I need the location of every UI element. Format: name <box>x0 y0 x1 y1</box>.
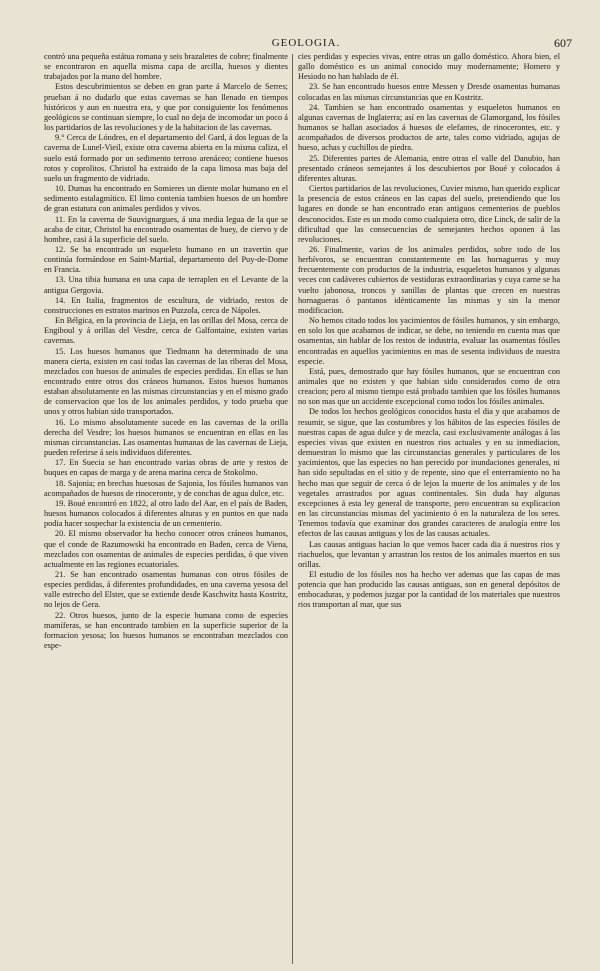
paragraph: 22. Otros huesos, junto de la especie humana como de especies mamíferas, se han encontrado tambien en la superficie superior de la formacion yesosa; los huesos humanos se encontraban mezclados con espe- <box>44 610 288 651</box>
paragraph: 20. El mismo observador ha hecho conocer otros cráneos humanos, que el conde de Razumowski ha encontrado en Baden, cerca de Viena, mezclados con osamentas de animales de especies perdidas, ó que viven actualmente en las regiones ecuatoriales. <box>44 529 288 569</box>
page-header <box>40 36 572 52</box>
paragraph: De todos los hechos geológicos conocidos hasta el dia y que acabamos de resumir, se sigue, que las costumbres y los hábitos de las especies fósiles de nuestras capas de agua dulce y de mezcla, casi exclusivamente análogas á las especies vivas que existen en nuestros rios actuales y en su inmediacion, demuestran lo mismo que las circunstancias generales y particulares de los yacimientos, que las especies no han perecido por inundaciones generales, ni han sido sepultadas en el sitio y de repente, sino que el enterramiento no ha hecho mas que seguir de cerca ó de lejos la muerte de los animales y de los vegetales arrastrados por aguas continentales. Sin duda hay algunas excepciones á esta ley general de transporte, pero encuentran su explicacion en las circunstancias mismas del yacimiento ó en la naturaleza de los seres. Tenemos todavía que examinar dos grandes caracteres de analogía entre los efectos de las causas antiguas y los de las causas actuales. <box>298 407 560 539</box>
right-column <box>298 52 560 611</box>
paragraph: El estudio de los fósiles nos ha hecho ver ademas que las capas de mas potencia que han producido las causas antiguas, son en general depósitos de embocaduras, y podemos juzgar por la cantidad de los materiales que nuestros rios transportan al mar, que sus <box>298 569 560 610</box>
paragraph: Está, pues, demostrado que hay fósiles humanos, que se encuentran con animales que no existen y que habian sido considerados como de otra creacion; pero al mismo tiempo está probado tambien que los fósiles humanos no son mas que un accidente excepcional como todos los fósiles animales. <box>298 366 560 407</box>
paragraph: 16. Lo mismo absolutamente sucede en las cavernas de la orilla derecha del Vesdre; los huesos humanos se encuentran en ellas en las mismas circunstancias. Las osamentas humanas de las cavernas de Lieja, pueden referirse á seis individuos diferentes. <box>44 417 288 458</box>
paragraph: En Bélgica, en la provincia de Lieja, en las orillas del Mosa, cerca de Engiboul y á orillas del Vesdre, cerca de Galfontaine, existen varias cavernas. <box>44 316 288 346</box>
paragraph: 19. Boué encontró en 1822, al otro lado del Aar, en el país de Baden, huesos humanos colocados á diferentes alturas y en puntos en que nada podia hacer sospechar la existencia de un cementerio. <box>44 498 288 529</box>
paragraph: 14. En Italia, fragmentos de escultura, de vidriado, restos de construcciones en estratos marinos en Puzzola, cerca de Nápoles. <box>44 295 288 315</box>
page-number: 607 <box>554 36 572 50</box>
paragraph: 13. Una tibia humana en una capa de terraplen en el Levante de la antigua Gergovia. <box>44 275 288 295</box>
paragraph: 9.° Cerca de Lóndres, en el departamento del Gard, á dos leguas de la caverna de Lunel-Vieil, existe otra caverna abierta en la misma caliza, el suelo está formado por un sedimento terroso arenáceo; contiene huesos rotos y coprolitos. Christol ha extraido de la capa limosa mas baja del suelo un fragmento de vidriado. <box>44 133 288 183</box>
paragraph: Estos descubrimientos se deben en gran parte á Marcelo de Serres; prueban á no dudarlo que estas cavernas se han llenado en tiempos históricos y aun en nuestra era, y que por consiguiente los fenómenos geológicos se continuan siempre, lo cual no deja de incomodar un poco á los partidarios de las revoluciones y de la habitacion de las cavernas. <box>44 82 288 133</box>
paragraph: 12. Se ha encontrado un esqueleto humano en un travertin que continúa formándose en Saint-Martial, departamento del Puy-de-Dome en Francia. <box>44 244 288 275</box>
paragraph: 15. Los huesos humanos que Tiedmann ha determinado de una manera cierta, existen en casi todas las cavernas de las riberas del Mosa, mezclados con huesos de animales de especies perdidas. En ellas se han encontrado entre otros dos cráneos humanos. Estos huesos humanos estaban absolutamente en las mismas circunstancias y en el mismo grado de conservacion que los de los animales perdidos, y todo prueba que unos y otros habian sido transportados. <box>44 346 288 417</box>
running-title: GEOLOGIA. <box>271 37 341 49</box>
paragraph: 23. Se han encontrado huesos entre Messen y Dresde osamentas humanas colocadas en las mismas circunstancias que en Kostritz. <box>298 82 560 102</box>
paragraph: 21. Se han encontrado osamentas humanas con otros fósiles de especies perdidas, á diferentes profundidades, en una caverna yesosa del valle estrecho del Elster, que se extiende desde Kaschwitz hasta Kostritz, no lejos de Gera. <box>44 569 288 610</box>
paragraph: 24. Tambien se han encontrado osamentas y esqueletos humanos en algunas cavernas de Inglaterra; así en las cavernas de Glamorgand, los fósiles humanos se hallan asociados á huesos de elefantes, de rinocerontes, etc. y acompañados de diversos productos de arte, tales como vidriado, agujas de hueso, achas y cuchillos de piedra. <box>298 102 560 153</box>
paragraph: 10. Dumas ha encontrado en Somieres un diente molar humano en el sedimento estalagmítico. El limo contenia tambien huesos de un hombre de gran estatura con animales perdidos y vivos. <box>44 184 288 214</box>
paragraph: No hemos citado todos los yacimientos de fósiles humanos, y sin embargo, en solo los que acabamos de indicar, se debe, no teniendo en cuenta mas que osamentas, sin hablar de los restos de industria, evaluar las osamentas fósiles encontradas en aquellos yacimientos en mas de sesenta individuos de nuestra especie. <box>298 316 560 366</box>
paragraph: 11. En la caverna de Suuvignargues, á una media legua de la que se acaba de citar, Christol ha encontrado osamentas de buey, de ciervo y de hombre, casi á la superficie del suelo. <box>44 214 288 244</box>
paragraph: Las causas antiguas hacian lo que vemos hacer cada dia á nuestros rios y riachuelos, que levantan y arrastran los restos de los animales muertos en sus orillas. <box>298 539 560 569</box>
paragraph: Ciertos partidarios de las revoluciones, Cuvier mismo, han querido explicar la presencia de estos cráneos en las capas del suelo, pretendiendo que los lugares en donde se han encontrado eran antiguos cementerios de pueblos desconocidos. Este es un modo como cualquiera otro, dice Linck, de salir de la dificultad que las consecuencias de semejantes hechos oponen á las revoluciones. <box>298 184 560 244</box>
column-divider <box>292 54 293 964</box>
paragraph: 26. Finalmente, varios de los animales perdidos, sobre todo de los herbívoros, se encuentran constantemente en las hornagueras y muy frecuentemente con productos de la industria, esqueletos humanos y algunas veces con cadáveres cubiertos de vestiduras extraordinarias y cuya carne se ha vuelto jabonosa, troncos y sanillas de plantas que crecen en nuestras hornagueras ó pantanos idénticamente las mismas y sin la menor modificacion. <box>298 244 560 315</box>
paragraph: 25. Diferentes partes de Alemania, entre otras el valle del Danubio, han presentado cráneos semejantes á los descubiertos por Boué y colocados á diferentes alturas. <box>298 153 560 183</box>
left-column <box>44 52 288 651</box>
paragraph: contró una pequeña estátua romana y seis brazaletes de cobre; finalmente se encontraron en aquella misma capa de arcilla, huesos y dientes trabajados por la mano del hombre. <box>44 52 288 82</box>
paragraph: cies perdidas y especies vivas, entre otras un gallo doméstico. Ahora bien, el gallo doméstico es un animal conocido muy modernamente; Homero y Hesiodo no han hablado de él. <box>298 52 560 82</box>
paragraph: 17. En Suecia se han encontrado varias obras de arte y restos de buques en capas de marga y de arena marina cerca de Stokolmo. <box>44 458 288 478</box>
paragraph: 18. Sajonia; en brechas huesosas de Sajonia, los fósiles humanos van acompañados de huesos de rinoceronte, y de conchas de agua dulce, etc. <box>44 478 288 498</box>
